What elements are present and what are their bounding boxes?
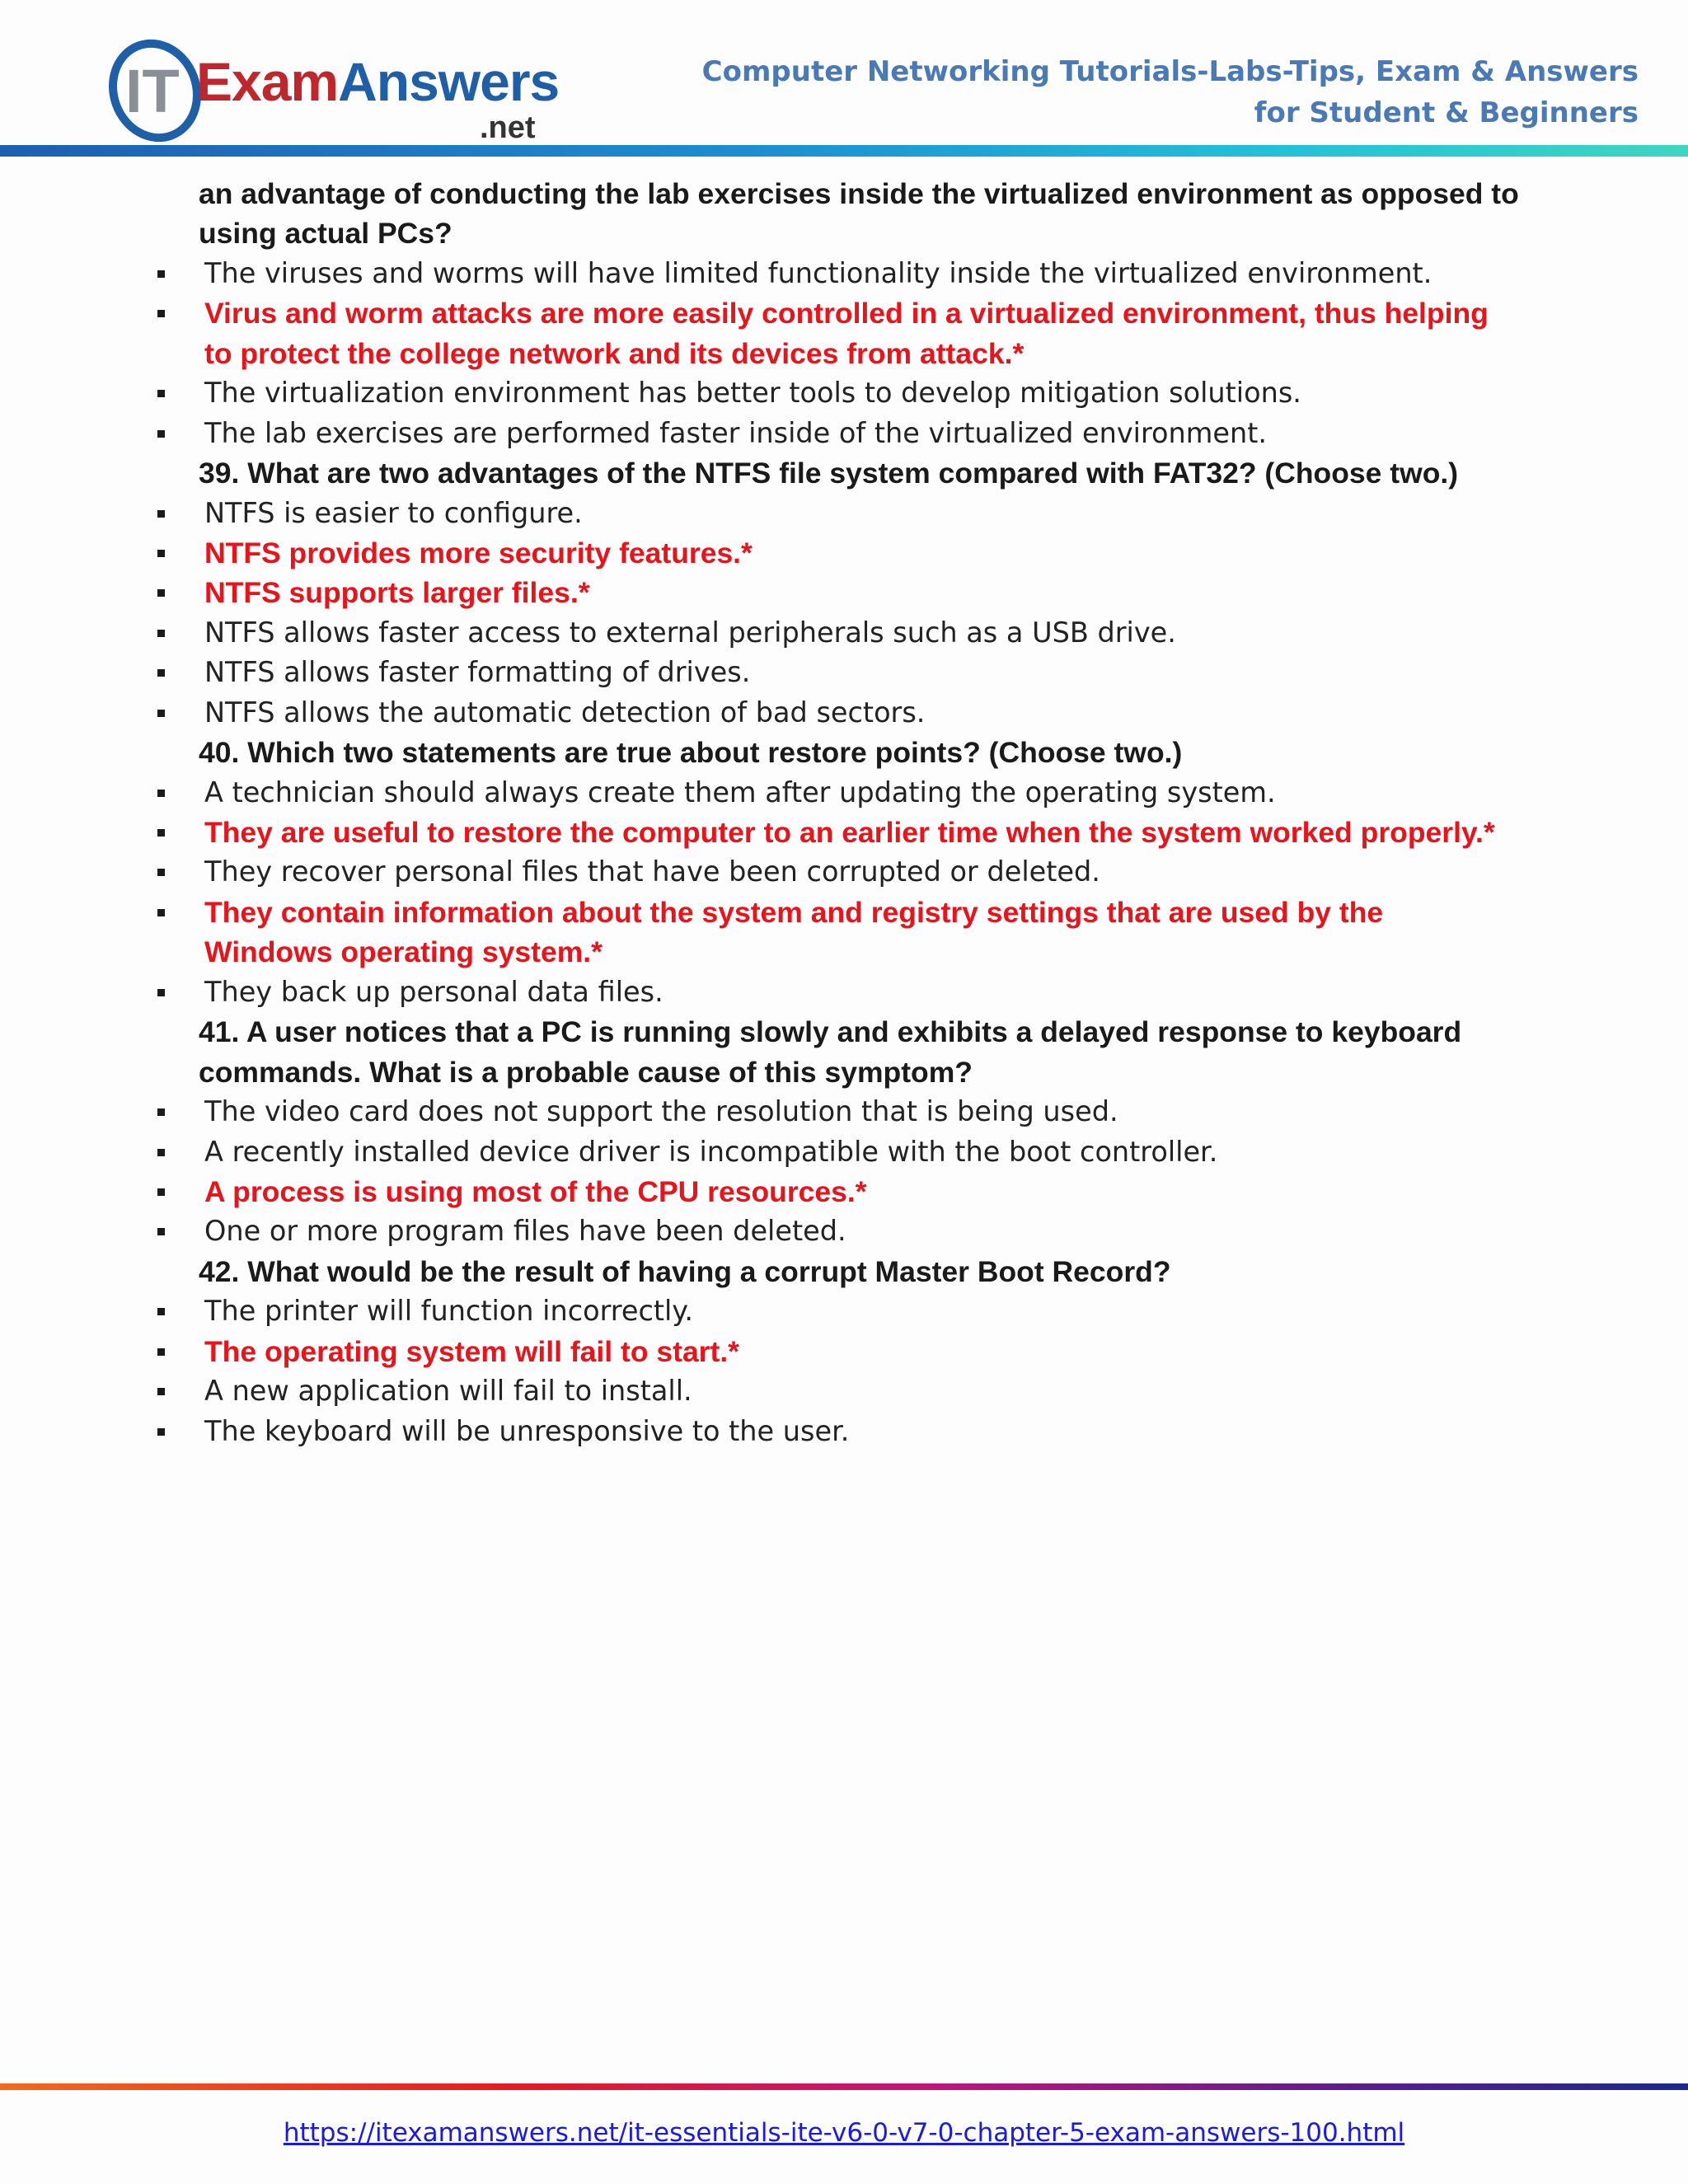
line-text: One or more program files have been deleted. <box>204 1215 846 1248</box>
question-text <box>0 1012 1688 1052</box>
line-text: to protect the college network and its devices from attack.* <box>204 336 1025 370</box>
logo-net-text: .net <box>480 110 536 145</box>
square-bullet-icon <box>157 310 165 317</box>
square-bullet-icon <box>157 829 165 837</box>
line-text: They recover personal files that have been corrupted or deleted. <box>204 855 1100 888</box>
line-text: commands. What is a probable cause of this symptom? <box>199 1055 973 1089</box>
line-text: NTFS allows faster access to external peripherals such as a USB drive. <box>204 616 1176 649</box>
square-bullet-icon <box>157 710 165 717</box>
answer-option <box>0 373 1688 413</box>
line-text: A new application will fail to install. <box>204 1375 692 1408</box>
logo-answers-text: Answers <box>338 51 560 112</box>
square-bullet-icon <box>157 1228 165 1235</box>
line-text: using actual PCs? <box>199 217 452 251</box>
square-bullet-icon <box>157 1428 165 1436</box>
answer-option <box>0 494 1688 533</box>
correct-answer-option <box>0 293 1688 333</box>
site-logo[interactable] <box>107 33 560 148</box>
line-text: The keyboard will be unresponsive to the user. <box>204 1414 850 1447</box>
square-bullet-icon <box>157 430 165 438</box>
line-text: NTFS provides more security features.* <box>204 536 753 569</box>
square-bullet-icon <box>157 1188 165 1196</box>
correct-answer-option <box>0 1172 1688 1212</box>
line-text: 41. A user notices that a PC is running slowly and exhibits a delayed response to keyboard <box>199 1015 1462 1049</box>
line-text: Windows operating system.* <box>204 935 603 969</box>
line-text: A recently installed device driver is incompatible with the boot controller. <box>204 1135 1218 1168</box>
logo-wordmark <box>196 51 560 112</box>
line-text: The printer will function incorrectly. <box>204 1295 694 1328</box>
line-text: A technician should always create them after updating the operating system. <box>204 776 1276 808</box>
question-text <box>0 213 1688 253</box>
square-bullet-icon <box>157 630 165 637</box>
line-text: Virus and worm attacks are more easily controlled in a virtualized environment, thus helping <box>204 297 1489 330</box>
exam-content <box>0 174 1688 1451</box>
square-bullet-icon <box>157 270 165 278</box>
logo-exam-text: Exam <box>196 51 339 112</box>
square-bullet-icon <box>157 989 165 996</box>
answer-option <box>0 414 1688 453</box>
question-text <box>0 174 1688 213</box>
footer-link[interactable]: https://itexamanswers.net/it-essentials-ite-v6-0-v7-0-chapter-5-exam-answers-100.html <box>283 2118 1405 2148</box>
question-text <box>0 1052 1688 1092</box>
correct-answer-option <box>0 813 1688 852</box>
line-text: They contain information about the system and registry settings that are used by the <box>204 895 1384 929</box>
square-bullet-icon <box>157 1388 165 1395</box>
correct-answer-option <box>0 932 1688 972</box>
tagline-line-2: for Student & Beginners <box>1254 96 1639 129</box>
answer-option <box>0 1291 1688 1331</box>
answer-option <box>0 1412 1688 1451</box>
answer-option <box>0 693 1688 733</box>
correct-answer-option <box>0 893 1688 932</box>
question-text <box>0 733 1688 772</box>
logo-it-text: IT <box>125 57 180 125</box>
line-text: The operating system will fail to start.* <box>204 1334 740 1368</box>
tagline-line-1: Computer Networking Tutorials-Labs-Tips, Exam & Answers <box>701 55 1639 88</box>
square-bullet-icon <box>157 390 165 397</box>
line-text: 42. What would be the result of having a corrupt Master Boot Record? <box>199 1254 1171 1288</box>
answer-option <box>0 1092 1688 1132</box>
square-bullet-icon <box>157 1108 165 1116</box>
square-bullet-icon <box>157 869 165 876</box>
answer-option <box>0 773 1688 813</box>
answer-option <box>0 1132 1688 1172</box>
line-text: NTFS allows faster formatting of drives. <box>204 656 751 689</box>
square-bullet-icon <box>157 589 165 597</box>
square-bullet-icon <box>157 1308 165 1315</box>
question-text <box>0 1252 1688 1291</box>
line-text: 39. What are two advantages of the NTFS file system compared with FAT32? (Choose two.) <box>199 457 1459 490</box>
line-text: 40. Which two statements are true about restore points? (Choose two.) <box>199 736 1183 770</box>
square-bullet-icon <box>157 1149 165 1156</box>
line-text: NTFS supports larger files.* <box>204 576 590 610</box>
answer-option <box>0 1371 1688 1411</box>
line-text: The lab exercises are performed faster inside of the virtualized environment. <box>204 416 1268 449</box>
line-text: NTFS allows the automatic detection of bad sectors. <box>204 696 926 729</box>
footer-divider <box>0 2083 1688 2090</box>
answer-option <box>0 653 1688 692</box>
correct-answer-option <box>0 334 1688 373</box>
square-bullet-icon <box>157 790 165 797</box>
question-text <box>0 453 1688 493</box>
line-text: The video card does not support the resolution that is being used. <box>204 1095 1118 1128</box>
answer-option <box>0 613 1688 653</box>
square-bullet-icon <box>157 510 165 518</box>
line-text: They are useful to restore the computer to an earlier time when the system worked properly.* <box>204 816 1495 849</box>
answer-option <box>0 1212 1688 1251</box>
line-text: NTFS is easier to configure. <box>204 496 583 529</box>
correct-answer-option <box>0 1332 1688 1371</box>
square-bullet-icon <box>157 550 165 557</box>
answer-option <box>0 254 1688 293</box>
correct-answer-option <box>0 533 1688 573</box>
line-text: They back up personal data files. <box>204 975 663 1008</box>
square-bullet-icon <box>157 1348 165 1356</box>
line-text: A process is using most of the CPU resources.* <box>204 1174 867 1208</box>
answer-option <box>0 972 1688 1012</box>
square-bullet-icon <box>157 669 165 677</box>
header-divider <box>0 145 1688 157</box>
site-tagline <box>702 51 1639 134</box>
answer-option <box>0 852 1688 892</box>
line-text: The virtualization environment has better tools to develop mitigation solutions. <box>204 377 1301 410</box>
line-text: The viruses and worms will have limited functionality inside the virtualized environment. <box>204 256 1432 289</box>
correct-answer-option <box>0 573 1688 612</box>
logo-it-emblem-icon <box>107 33 206 148</box>
square-bullet-icon <box>157 909 165 916</box>
line-text: an advantage of conducting the lab exercises inside the virtualized environment as opposed to <box>199 177 1519 210</box>
